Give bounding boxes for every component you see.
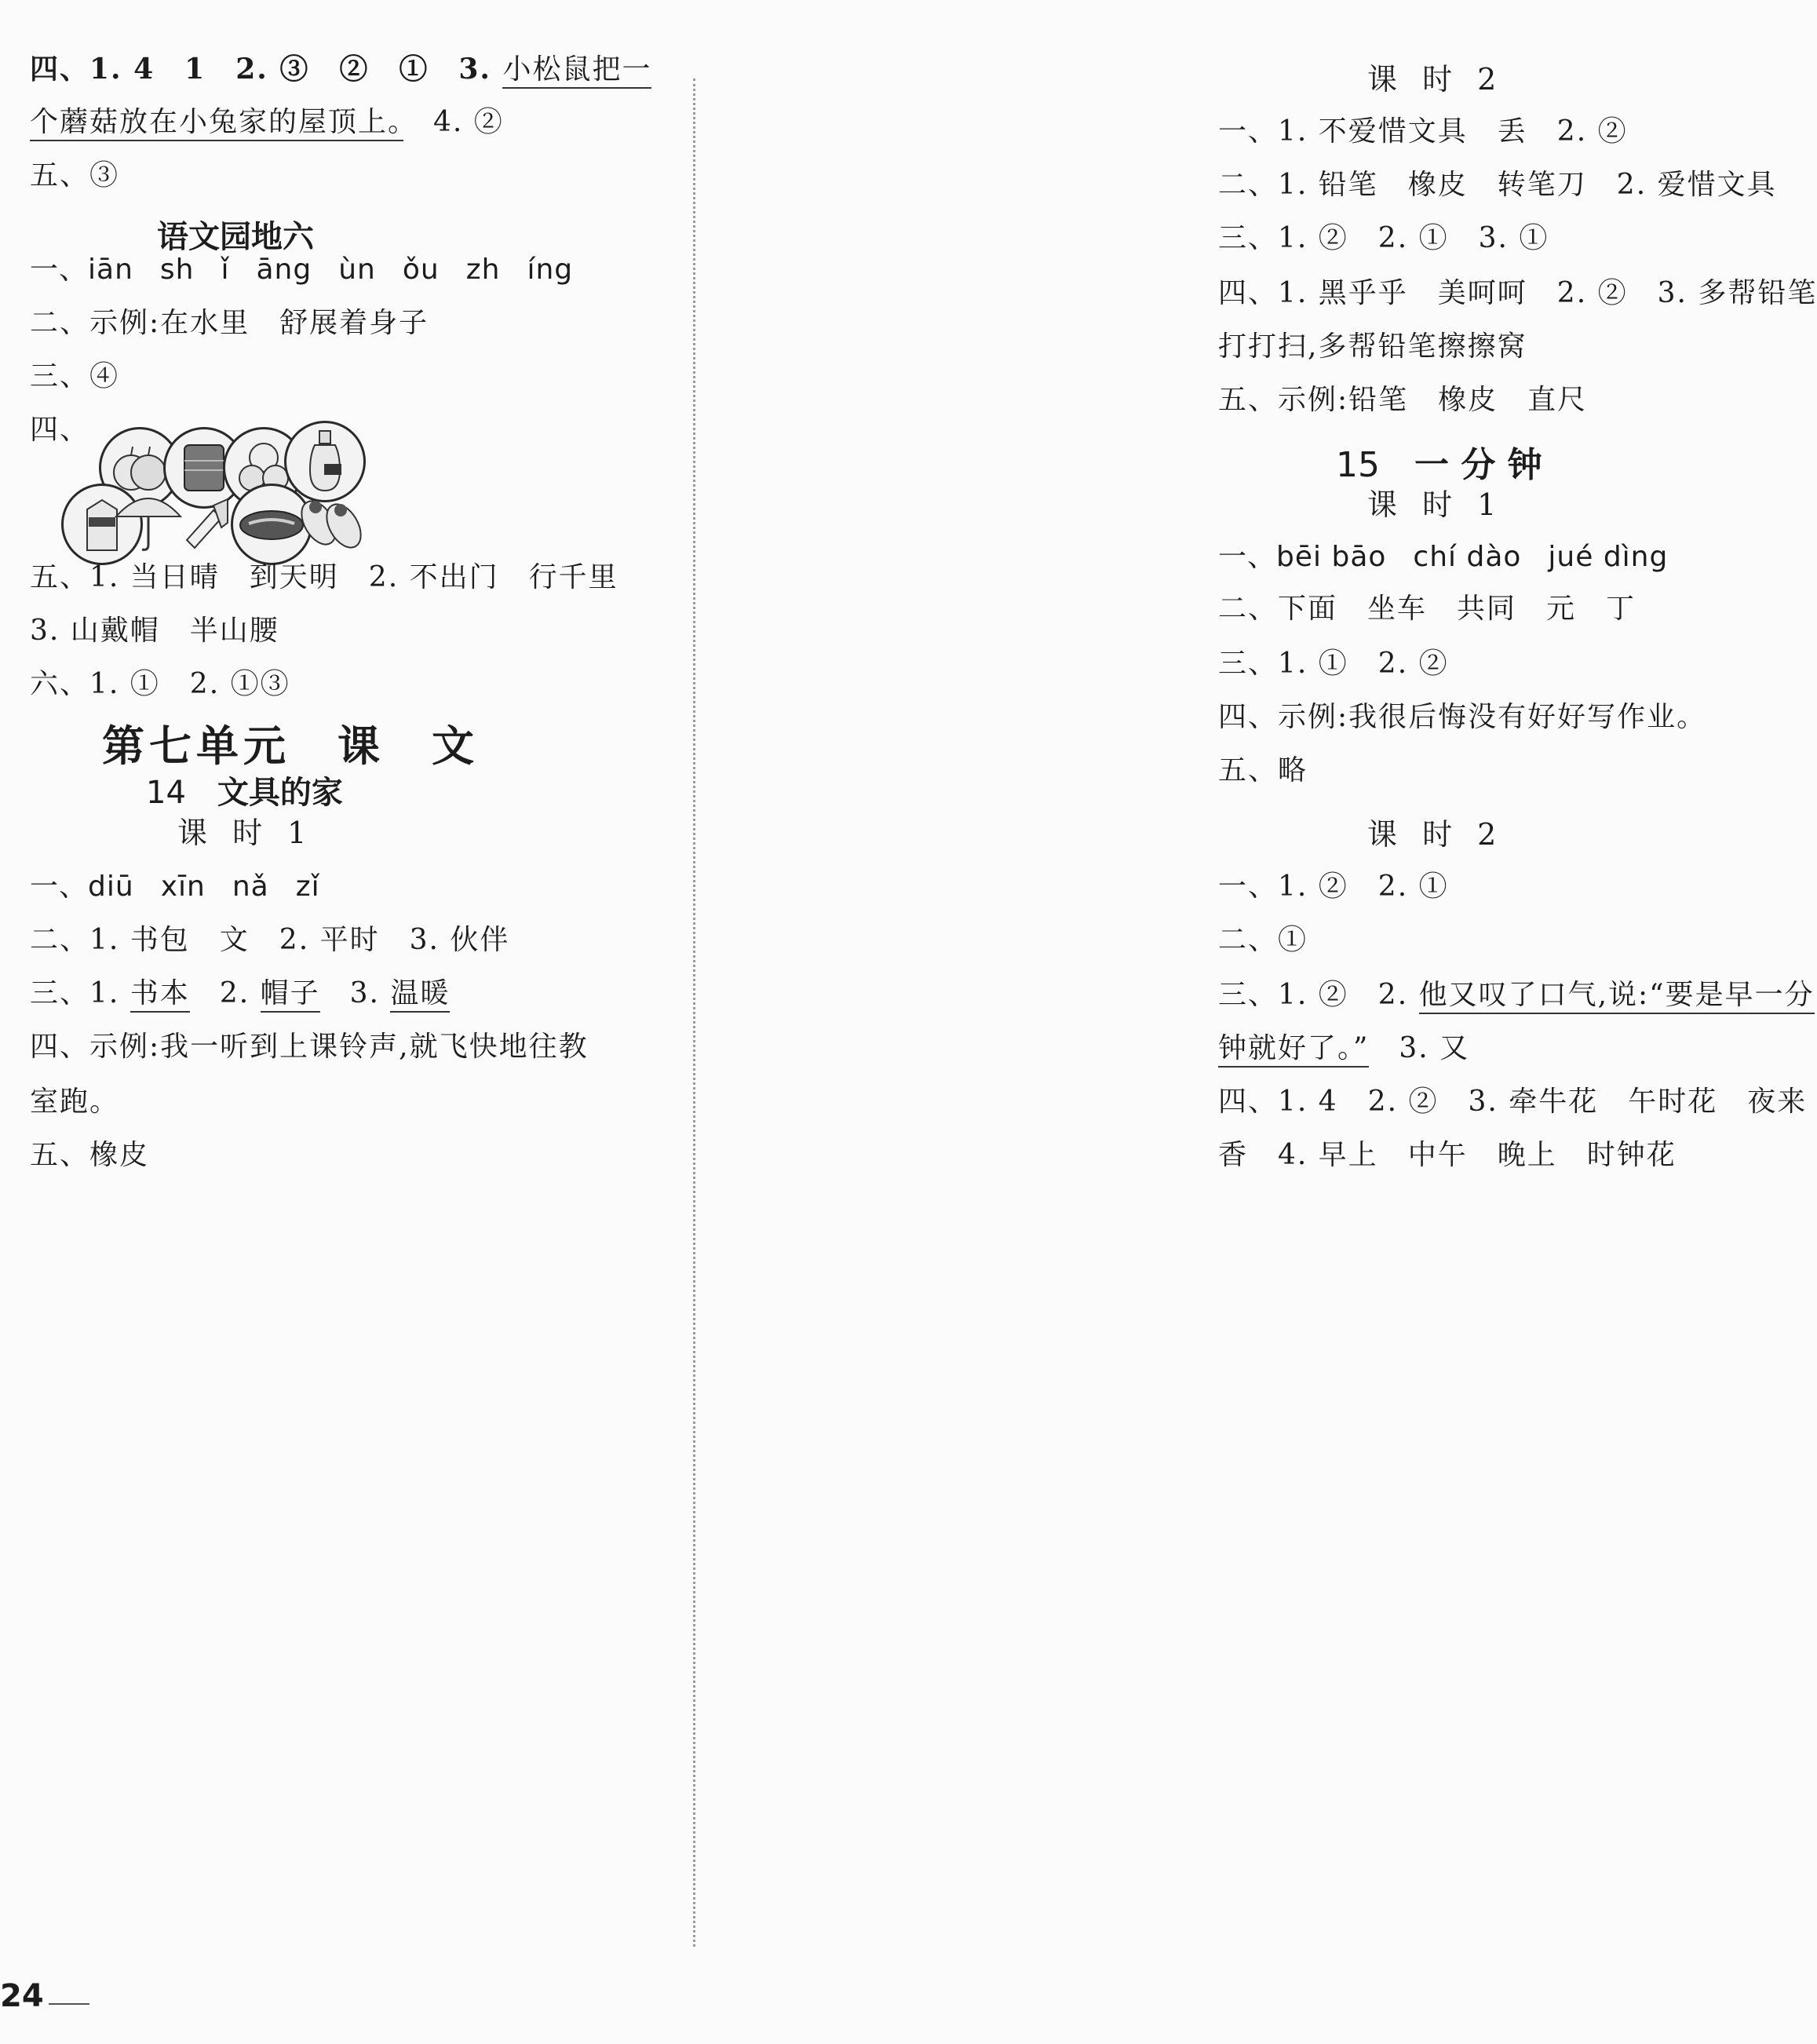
answer-line: 五、1. 当日晴 到天明 2. 不出门 行千里 — [30, 561, 618, 593]
period-title: 课 时 1 — [177, 816, 315, 850]
answer-line: 六、1. ① 2. ①③ — [30, 668, 290, 700]
unit-title: 第七单元 课 文 — [102, 721, 479, 771]
answer-line: 三、1. ① 2. ② — [1218, 648, 1449, 680]
answer-line: 个蘑菇放在小兔家的屋顶上。 4. ② — [30, 104, 504, 141]
answer-line: 三、④ — [30, 360, 120, 392]
page-number-dash — [49, 2003, 89, 2005]
answer-line: 香 4. 早上 中午 晚上 时钟花 — [1218, 1139, 1677, 1171]
period-title: 课 时 1 — [1367, 487, 1505, 522]
answer-line: 五、橡皮 — [30, 1139, 150, 1171]
period-title: 课 时 2 — [1367, 817, 1505, 852]
answer-line: 五、示例:铅笔 橡皮 直尺 — [1218, 384, 1588, 416]
lesson-title: 14 文具的家 — [146, 775, 343, 811]
slippers-icon — [292, 480, 374, 562]
pinyin-line: 一、diū xīn nǎ zǐ — [30, 871, 320, 903]
answer-line: 三、1. 书本 2. 帽子 3. 温暖 — [30, 975, 450, 1013]
answer-line: 打打扫,多帮铅笔擦擦窝 — [1218, 330, 1527, 363]
answer-line: 三、1. ② 2. ① 3. ① — [1218, 222, 1549, 254]
answer-line: 二、下面 坐车 共同 元 丁 — [1218, 593, 1636, 625]
answer-line: 四、示例:我一听到上课铃声,就飞快地往教 — [30, 1031, 589, 1063]
answer-line: 三、1. ② 2. 他又叹了口气,说:“要是早一分 — [1218, 976, 1815, 1014]
column-divider — [693, 78, 695, 1947]
answer-line: 3. 山戴帽 半山腰 — [30, 615, 279, 647]
section-title: 语文园地六 — [157, 219, 314, 255]
answer-line: 一、1. ② 2. ① — [1218, 871, 1449, 903]
answer-line: 四、1. 黑乎乎 美呵呵 2. ② 3. 多帮铅笔 — [1218, 277, 1817, 309]
pinyin-line: 一、bēi bāo chí dào jué dìng — [1218, 541, 1669, 573]
answer-line: 四、1. 4 2. ② 3. 牵牛花 午时花 夜来 — [1218, 1086, 1808, 1118]
answer-line: 四、示例:我很后悔没有好好写作业。 — [1218, 701, 1707, 733]
answer-line: 五、③ — [30, 159, 120, 192]
answer-line: 四、1. 4 1 2. ③ ② ① 3. 小松鼠把一 — [30, 50, 651, 89]
answer-line: 二、示例:在水里 舒展着身子 — [30, 307, 429, 339]
answer-line: 室跑。 — [30, 1086, 120, 1118]
answer-line: 五、略 — [1218, 754, 1308, 787]
answer-line: 一、1. 不爱惜文具 丢 2. ② — [1218, 115, 1628, 148]
answer-line: 四、 — [30, 414, 90, 446]
answer-line: 二、1. 铅笔 橡皮 转笔刀 2. 爱惜文具 — [1218, 169, 1777, 201]
period-title: 课 时 2 — [1367, 62, 1505, 97]
lesson-title: 15 一 分 钟 — [1336, 445, 1542, 485]
page-number: 24 — [0, 1978, 44, 2014]
answer-line: 二、① — [1218, 924, 1308, 956]
answer-line: 二、1. 书包 文 2. 平时 3. 伙伴 — [30, 924, 510, 956]
pinyin-line: 一、iān sh ǐ āng ùn ǒu zh íng — [30, 254, 574, 286]
answer-line: 钟就好了。” 3. 又 — [1218, 1030, 1469, 1068]
